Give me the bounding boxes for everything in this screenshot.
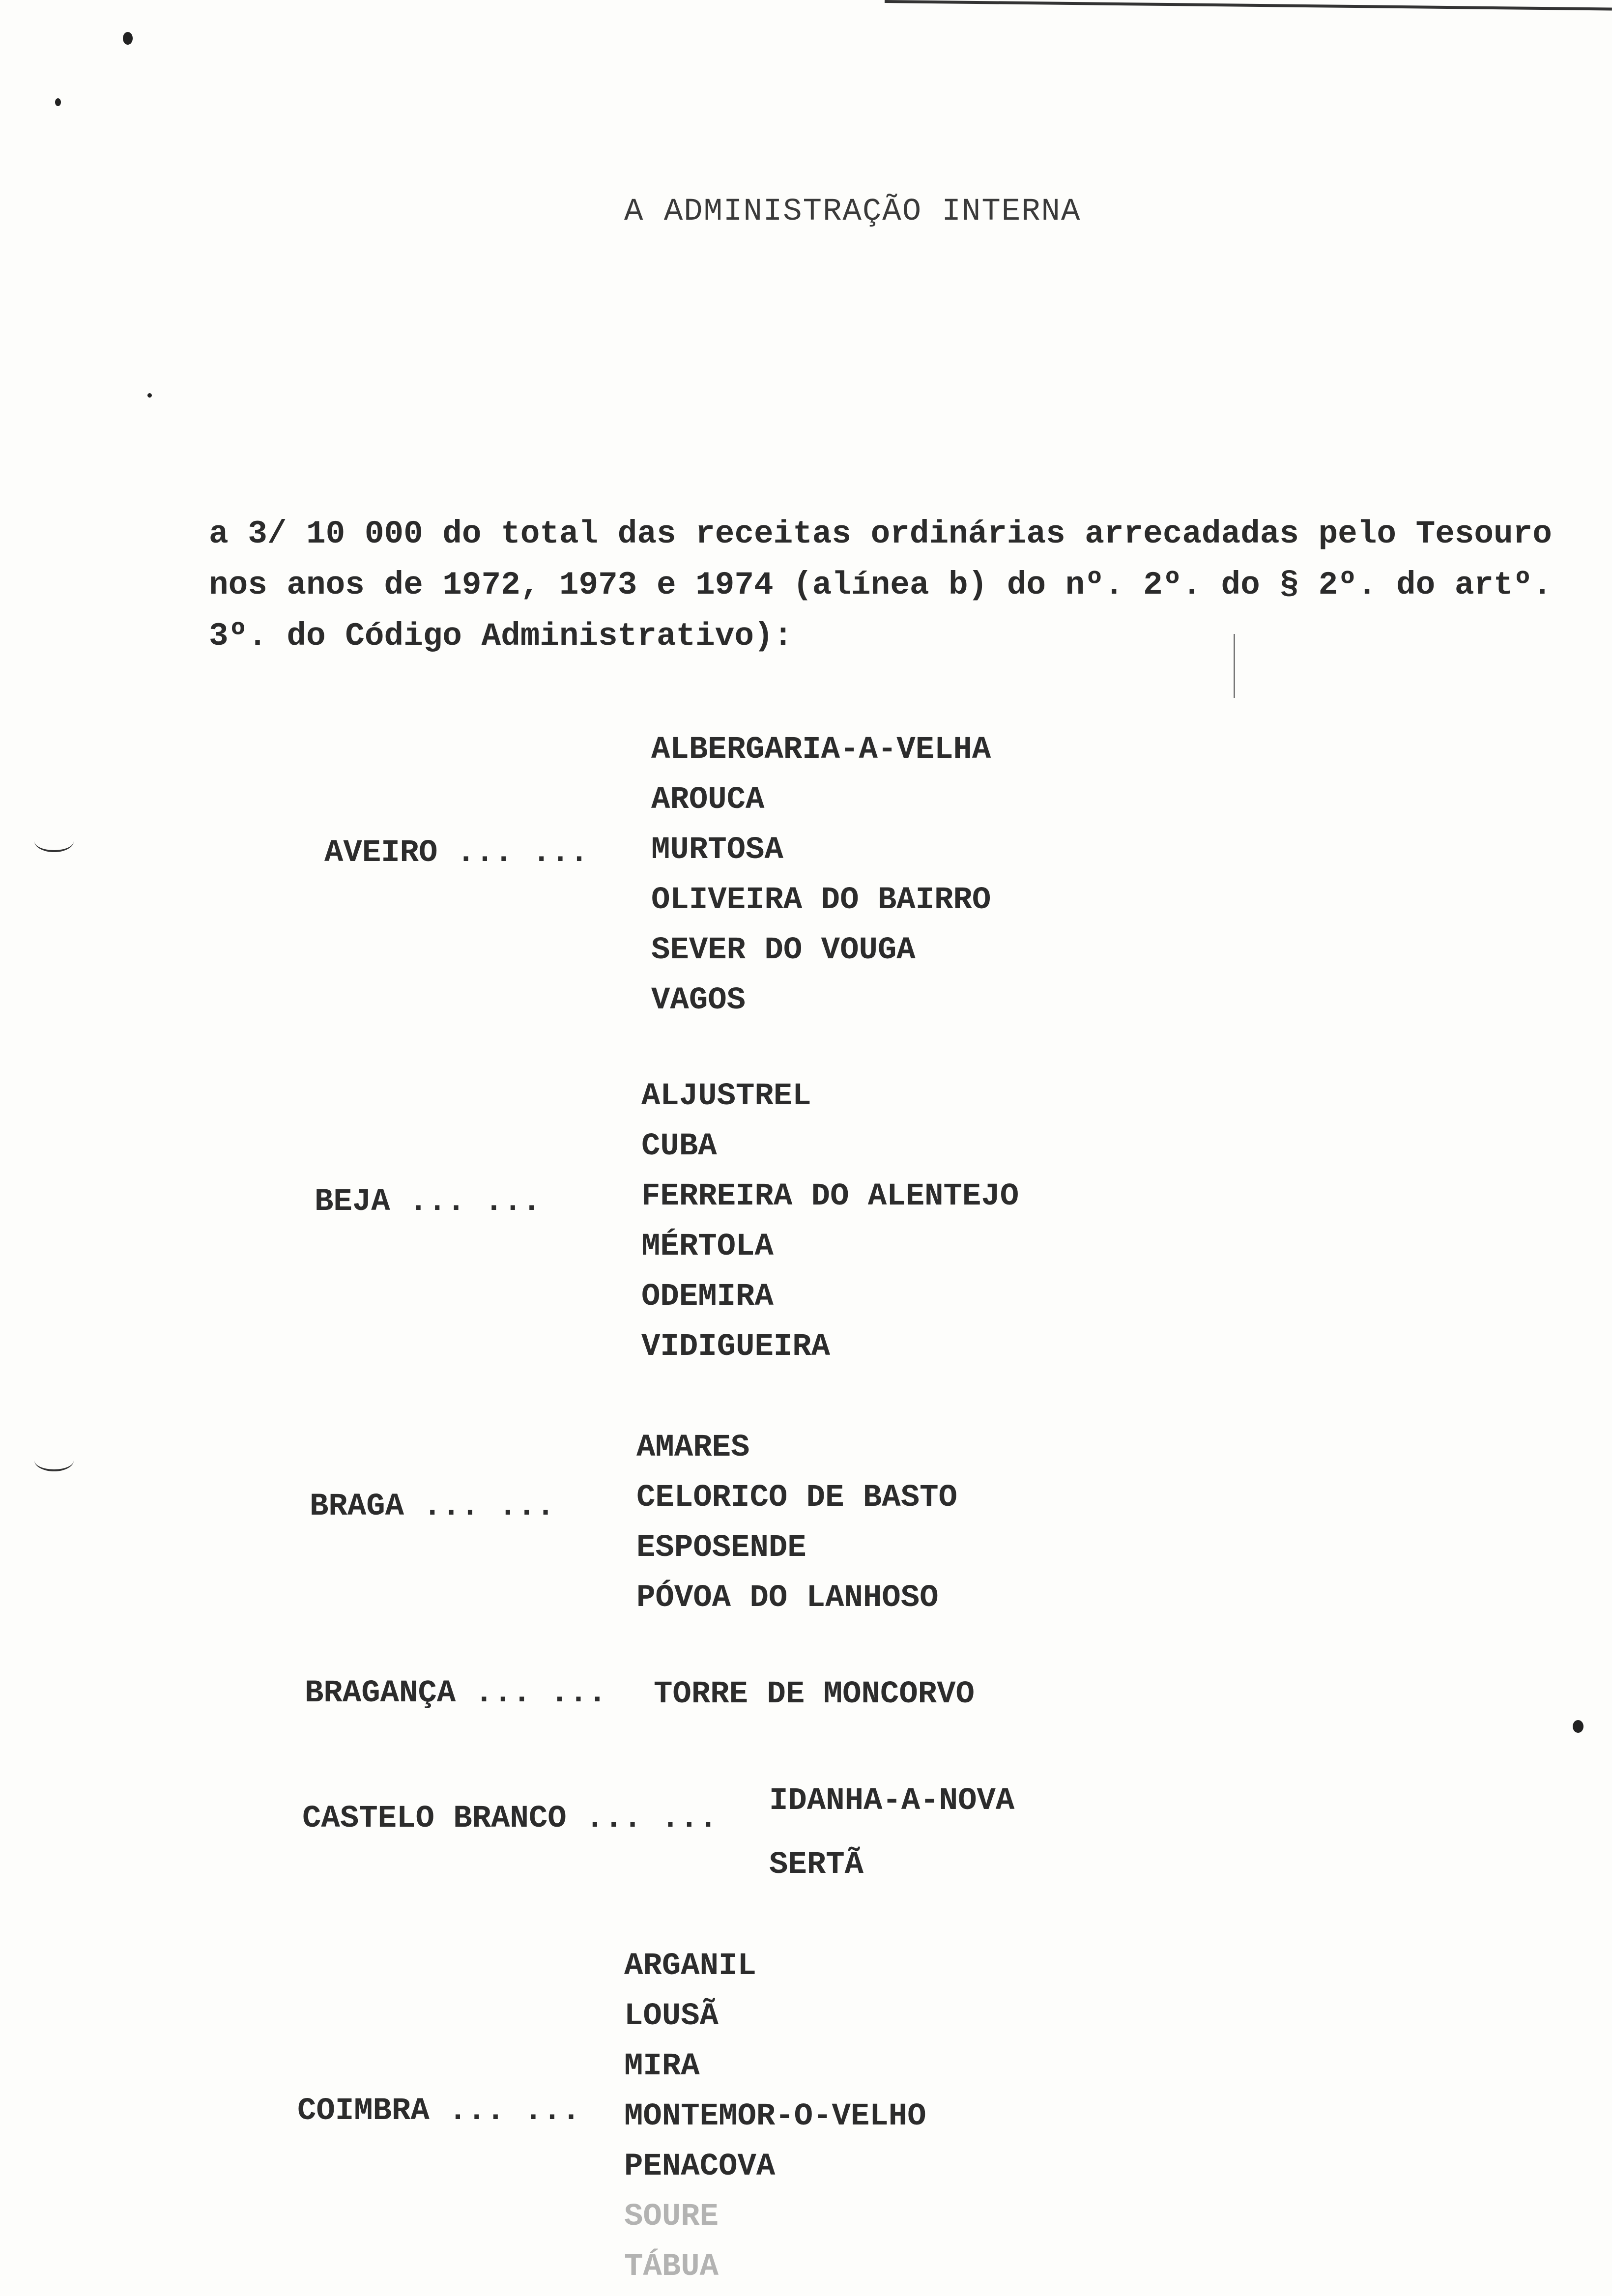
district-braga: BRAGA ... ... <box>310 1489 555 1524</box>
municipality: MURTOSA <box>651 832 783 868</box>
ink-speck <box>147 393 152 398</box>
municipality: MIRA <box>624 2049 700 2084</box>
district-castelo-branco: CASTELO BRANCO ... ... <box>302 1801 718 1837</box>
top-rule <box>885 0 1612 10</box>
municipality: OLIVEIRA DO BAIRRO <box>651 883 991 918</box>
municipality: SERTÃ <box>769 1847 864 1883</box>
municipality-list-braga <box>636 1423 957 1623</box>
district-braganca: BRAGANÇA ... ... <box>305 1676 607 1711</box>
municipality: VIDIGUEIRA <box>641 1329 831 1365</box>
municipality: ARGANIL <box>624 1949 756 1984</box>
municipality-list-aveiro <box>651 725 991 1026</box>
municipality-list-beja <box>641 1071 1019 1372</box>
page-title: A ADMINISTRAÇÃO INTERNA <box>624 194 1081 230</box>
municipality: PÓVOA DO LANHOSO <box>636 1580 939 1616</box>
intro-paragraph <box>209 509 1605 662</box>
municipality: TÁBUA <box>624 2249 719 2285</box>
paragraph-line: a 3/ 10 000 do total das receitas ordinárias arrecadadas pelo Tesouro <box>209 516 1552 552</box>
municipality: VAGOS <box>651 983 746 1018</box>
municipality: AMARES <box>636 1430 750 1465</box>
municipality: IDANHA-A-NOVA <box>769 1783 1015 1819</box>
paragraph-line: nos anos de 1972, 1973 e 1974 (alínea b) do nº. 2º. do § 2º. do artº. <box>209 567 1552 603</box>
municipality: AROUCA <box>651 782 765 818</box>
district-coimbra: COIMBRA ... ... <box>297 2094 581 2129</box>
municipality: CELORICO DE BASTO <box>636 1480 957 1516</box>
municipality: ALBERGARIA-A-VELHA <box>651 732 991 768</box>
municipality: FERREIRA DO ALENTEJO <box>641 1179 1019 1214</box>
municipality: SOURE <box>624 2199 719 2235</box>
municipality-list-castelo-branco <box>769 1769 1014 1897</box>
municipality-list-coimbra <box>624 1941 926 2292</box>
municipality: MÉRTOLA <box>641 1229 774 1264</box>
municipality: LOUSÃ <box>624 1999 719 2034</box>
district-aveiro: AVEIRO ... ... <box>324 835 589 871</box>
municipality: TORRE DE MONCORVO <box>654 1677 975 1712</box>
municipality: MONTEMOR-O-VELHO <box>624 2099 926 2134</box>
ink-speck <box>55 98 61 106</box>
district-beja: BEJA ... ... <box>315 1184 541 1220</box>
municipality: ESPOSENDE <box>636 1530 806 1566</box>
ink-speck <box>123 32 133 45</box>
municipality: SEVER DO VOUGA <box>651 933 916 968</box>
municipality: CUBA <box>641 1129 717 1164</box>
municipality: ODEMIRA <box>641 1279 774 1315</box>
punch-hole-mark <box>34 831 74 852</box>
municipality-list-braganca <box>654 1676 975 1713</box>
ink-speck <box>1573 1720 1583 1733</box>
municipality: PENACOVA <box>624 2149 776 2184</box>
municipality: ALJUSTREL <box>641 1079 811 1114</box>
punch-hole-mark <box>34 1450 74 1471</box>
paragraph-line: 3º. do Código Administrativo): <box>209 618 793 655</box>
